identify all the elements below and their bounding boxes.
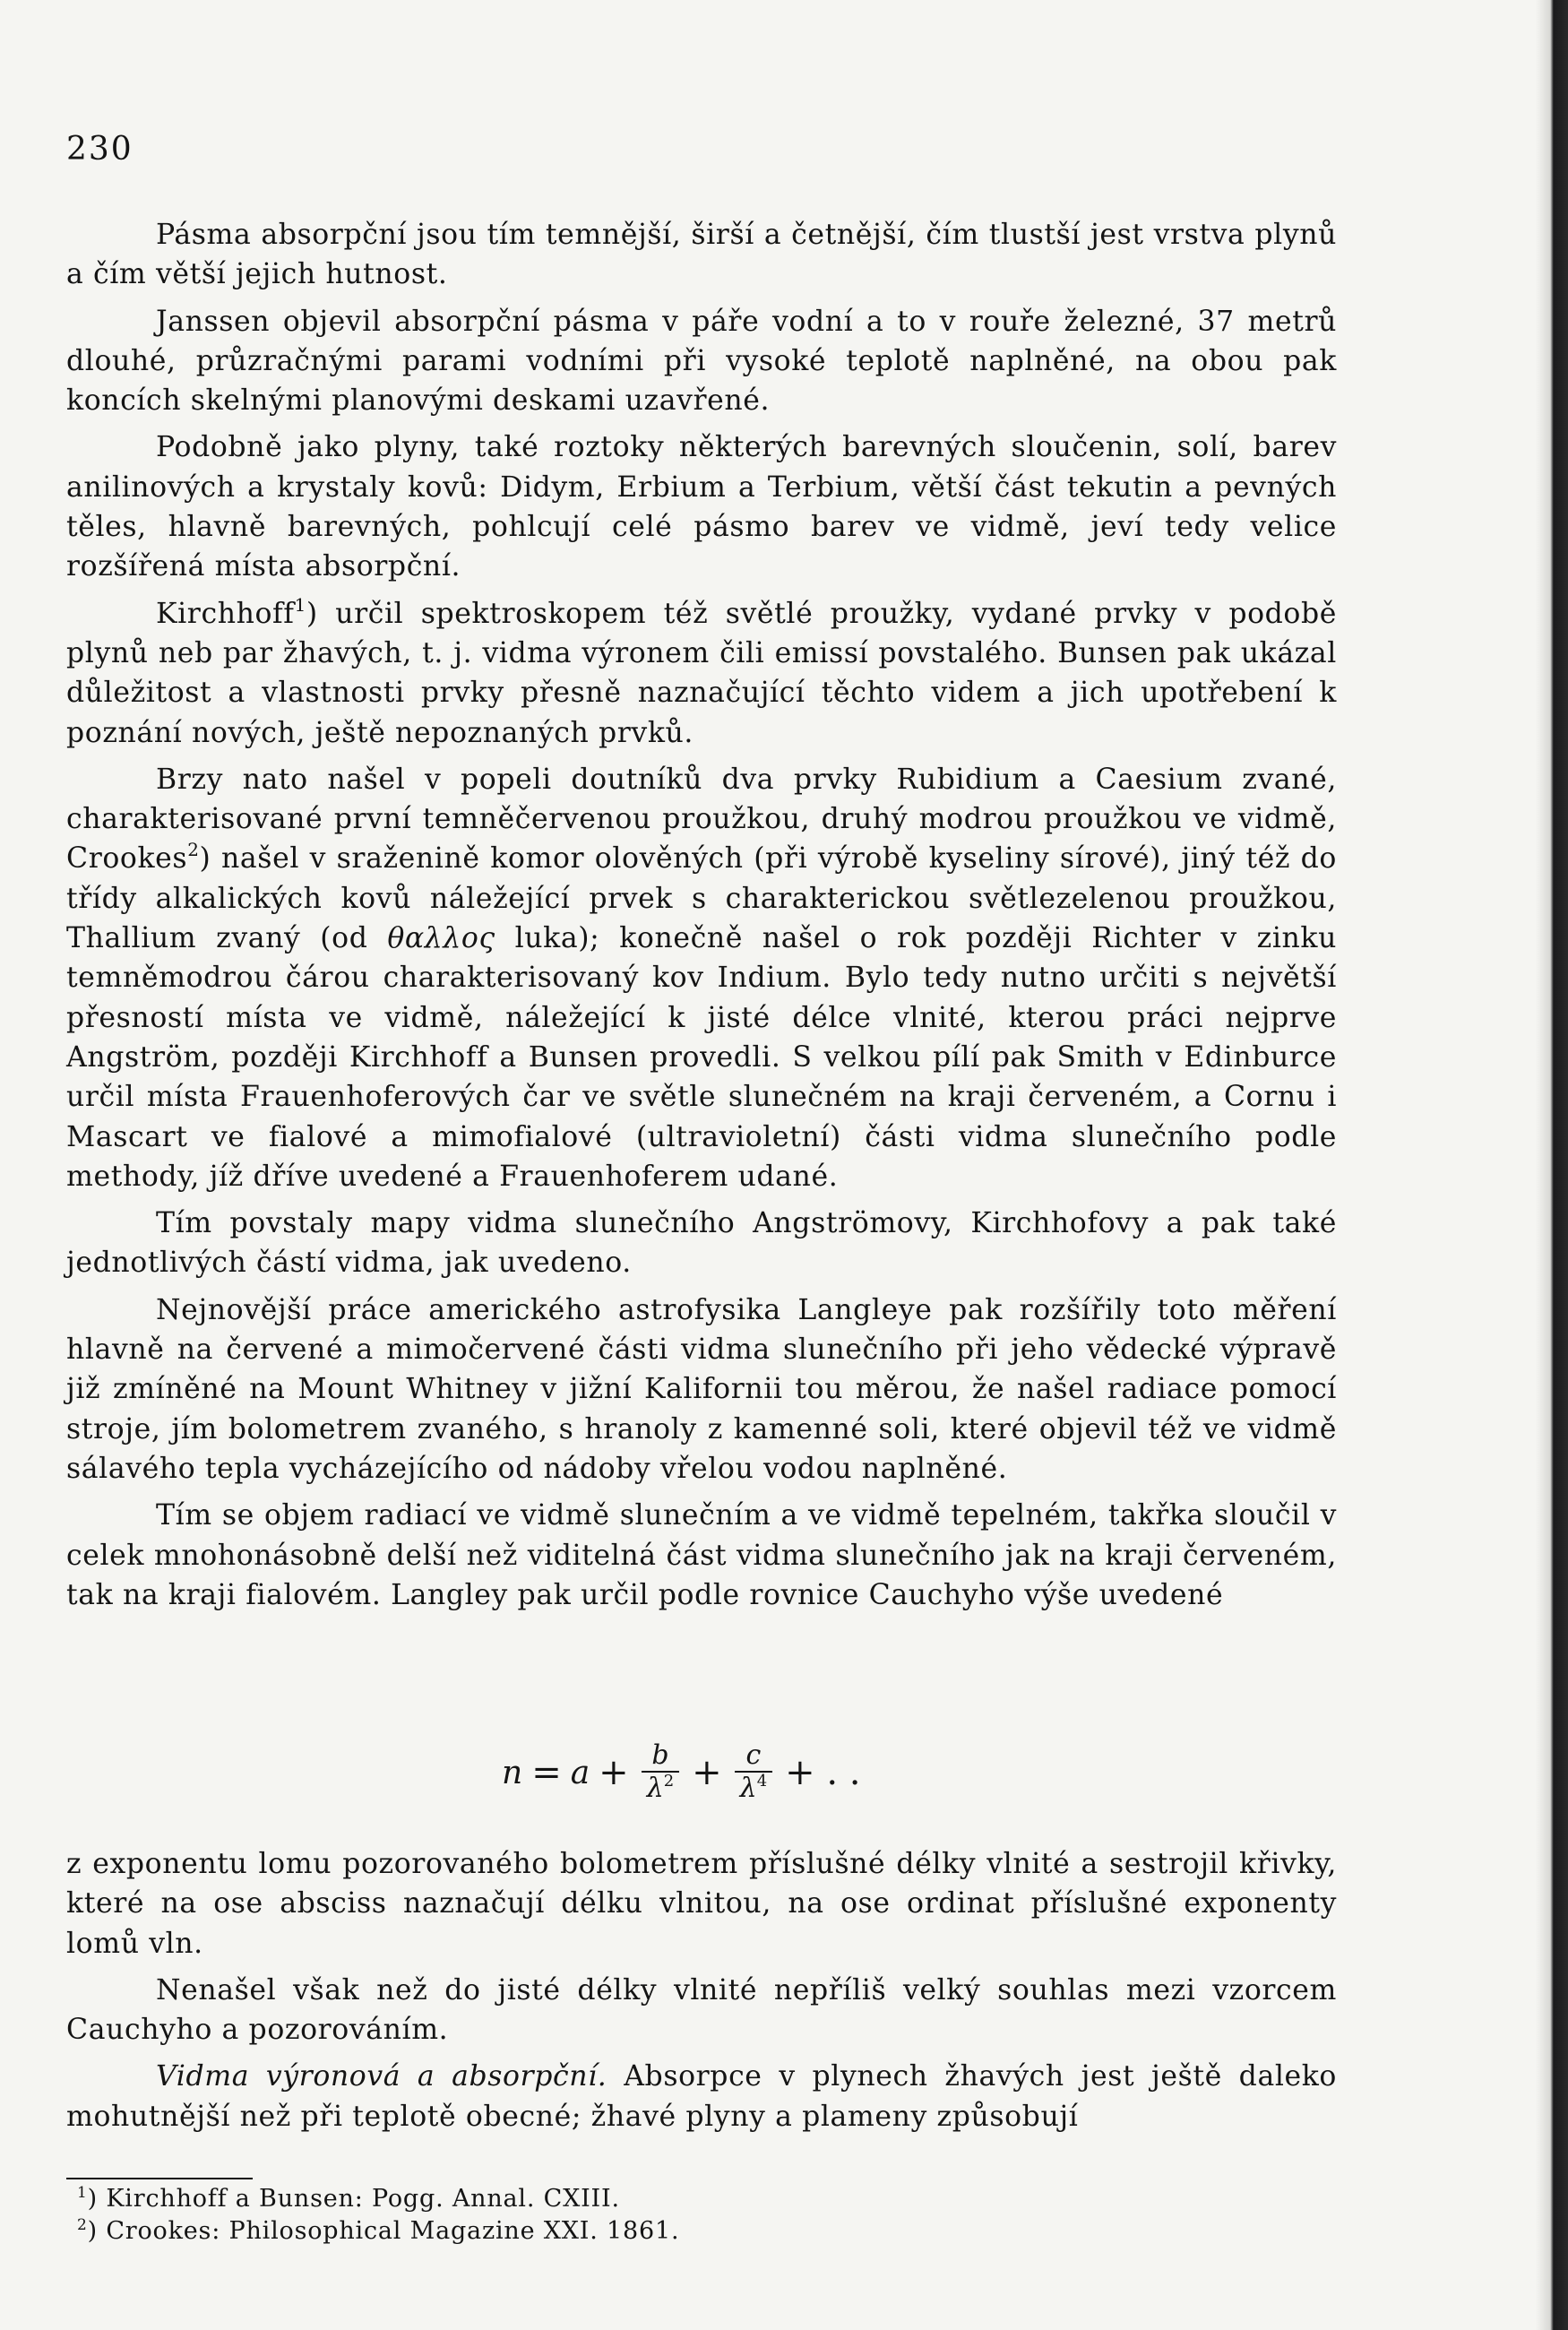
paragraph-kirchhoff bbox=[66, 594, 1337, 753]
footnote-divider bbox=[66, 2178, 253, 2179]
section-heading-italic: Vidma výronová a absorpční. bbox=[156, 2060, 607, 2093]
paragraph-text: Brzy nato našel v popeli doutníků dva prvky Rubidium a Caesium zvané, charakterisované první temněčervenou proužkou, druhý modrou proužkou ve vidmě, bbox=[66, 763, 1337, 836]
main-text bbox=[66, 215, 1337, 1622]
fraction-c bbox=[735, 1740, 772, 1805]
paragraph: Tím povstaly mapy vidma slunečního Angströmovy, Kirchhofovy a pak také jednotlivých částí vidma, jak uvedeno. bbox=[66, 1207, 1337, 1280]
footnote-1 bbox=[77, 2183, 973, 2215]
footnote-ref-1: 1 bbox=[294, 593, 306, 616]
main-text-continued bbox=[66, 1844, 1337, 2144]
footnotes bbox=[77, 2183, 973, 2248]
footnote-2 bbox=[77, 2215, 973, 2248]
footnote-mark: 1 bbox=[77, 2184, 88, 2202]
paragraph: Tím se objem radiací ve vidmě slunečním a ve vidmě tepelném, takřka sloučil v celek mnohonásobně delší než viditelná část vidma slunečního jak na kraji červeném, tak na kraji fialovém. Langley pak určil podle rovnice Cauchyho výše uvedené bbox=[66, 1499, 1337, 1611]
paragraph: Pásma absorpční jsou tím temnější, širší a četnější, čím tlustší jest vrstva plynů a čím větší jejich hutnost. bbox=[66, 219, 1337, 291]
formula-plus: + bbox=[692, 1752, 722, 1793]
page-edge-shadow bbox=[1536, 0, 1568, 2330]
footnote-text: ) Kirchhoff a Bunsen: Pogg. Annal. CXIII. bbox=[87, 2185, 620, 2213]
fraction-numerator: b bbox=[651, 1739, 669, 1771]
crookes-text-b: luka); konečně našel o rok později Richter v zinku temněmodrou čárou charakterisovaný kov Indium. Bylo tedy nutno určiti s největší přesností místa ve vidmě, náležející k jisté délce vlnité, kterou práci nejprve Angström, později Kirchhoff a Bunsen provedli. S velkou pílí pak Smith v Edinburce určil místa Frauenhoferových čar ve světle slunečném na kraji červeném, a Cornu i Mascart ve fialové a mimofialové (ultravioletní) části vidma slunečního podle methody, jíž dříve uvedené a Frauenhoferem udané. bbox=[66, 922, 1337, 1193]
fraction-b bbox=[642, 1740, 679, 1805]
fraction-denominator bbox=[735, 1773, 772, 1805]
formula-lhs: n bbox=[502, 1754, 523, 1791]
fraction-denominator bbox=[642, 1773, 679, 1805]
lambda-symbol: λ bbox=[739, 1773, 757, 1804]
footnote-ref-2: 2 bbox=[187, 839, 200, 861]
kirchhoff-text: ) určil spektroskopem též světlé proužky, vydané prvky v podobě plynů neb par žhavých, t. j. vidma výronem čili emissí povstalého. Bunsen pak ukázal důležitost a vlastnosti prvky přesně naznačující těchto videm a jich upotřebení k poznání nových, ještě nepoznaných prvků. bbox=[66, 597, 1337, 749]
paragraph-crookes bbox=[66, 760, 1337, 1196]
footnote-mark: 2 bbox=[77, 2216, 88, 2234]
footnote-text: ) Crookes: Philosophical Magazine XXI. 1861. bbox=[87, 2217, 680, 2245]
formula-plus: + bbox=[599, 1752, 629, 1793]
exponent: 4 bbox=[756, 1772, 768, 1791]
formula-tail: + . . bbox=[785, 1752, 861, 1793]
paragraph: z exponentu lomu pozorovaného bolometrem příslušné délky vlnité a sestrojil křivky, které na ose absciss naznačují délku vlnitou, na ose ordinat příslušné exponenty lomů vln. bbox=[66, 1848, 1337, 1960]
paragraph: Janssen objevil absorpční pásma v páře vodní a to v rouře železné, 37 metrů dlouhé, průzračnými parami vodními při vysoké teplotě naplněné, na obou pak koncích skelnými planovými deskami uzavřené. bbox=[66, 305, 1337, 418]
formula-equals: = bbox=[531, 1752, 562, 1793]
lambda-symbol: λ bbox=[646, 1773, 664, 1804]
crookes-text-a: ) našel v sraženině komor olověných (při výrobě kyseliny sírové), jiný též do třídy alkalických kovů náležející prvek s charakterickou světlezelenou proužkou, Thallium zvaný (od bbox=[66, 842, 1337, 955]
fraction-numerator: c bbox=[745, 1739, 762, 1771]
page-number: 230 bbox=[66, 131, 134, 168]
paragraph: Nenašel však než do jisté délky vlnité nepříliš velký souhlas mezi vzorcem Cauchyho a pozorováním. bbox=[66, 1973, 1337, 2047]
greek-word: θαλλος bbox=[387, 922, 495, 955]
paragraph-section-start bbox=[66, 2057, 1337, 2136]
kirchhoff-name: Kirchhoff bbox=[156, 597, 295, 630]
exponent: 2 bbox=[663, 1772, 675, 1791]
section-text: Absorpce v plynech žhavých jest ještě daleko mohutnější než při teplotě obecné; žhavé plyny a plameny způsobují bbox=[66, 2060, 1337, 2133]
paragraph: Podobně jako plyny, také roztoky některých barevných sloučenin, solí, barev anilinových a krystaly kovů: Didym, Erbium a Terbium, větší část tekutin a pevných těles, hlavně barevných, pohlcují celé pásmo barev ve vidmě, jeví tedy velice rozšířená místa absorpční. bbox=[66, 431, 1337, 583]
formula-a: a bbox=[570, 1754, 590, 1791]
crookes-name: Crookes bbox=[66, 842, 188, 876]
paragraph: Nejnovější práce amerického astrofysika Langleye pak rozšířily toto měření hlavně na červené a mimočervené části vidma slunečního při jeho vědecké výpravě již zmíněné na Mount Whitney v jižní Kalifornii tou měrou, že našel radiace pomocí stroje, jím bolometrem zvaného, s hranoly z kamenné soli, které objevil též ve vidmě sálavého tepla vycházejícího od nádoby vřelou vodou naplněné. bbox=[66, 1293, 1337, 1485]
cauchy-formula bbox=[502, 1740, 870, 1805]
